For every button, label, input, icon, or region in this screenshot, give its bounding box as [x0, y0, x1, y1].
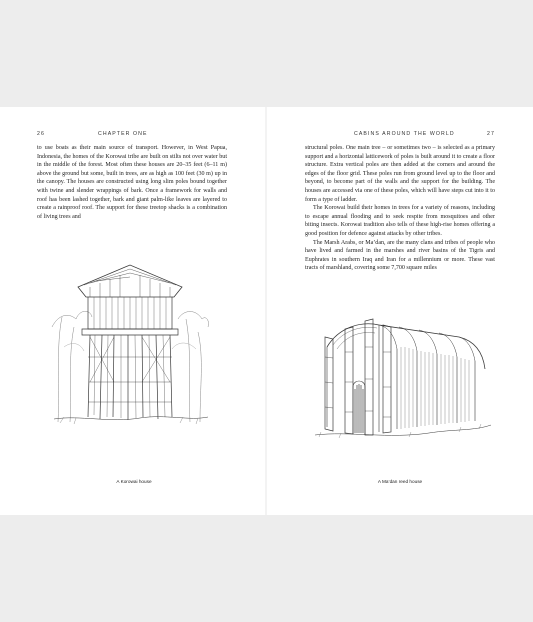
- right-paragraph-3: The Marsh Arabs, or Ma’dan, are the many clans and tribes of people who have lived and farmed in the marshes and river basins of the Tigris and Euphrates in southern Iraq and Iran for a millennium or more. These vast tracts of marshland, covering some 7,700 square miles: [305, 239, 495, 272]
- left-page-number: 26: [37, 131, 45, 137]
- right-page: [267, 107, 533, 515]
- left-body-text: [37, 144, 227, 221]
- left-paragraph-1: to use boats as their main source of transport. However, in West Papua, Indonesia, the homes of the Korowai tribe are built on stilts not over water but in the middle of the forest. Most often these houses are 20–35 feet (6–11 m) above the ground but some, built in trees, are as high as 100 feet (30 m) up in the canopy. The houses are constructed using long slim poles bound together with twine and slender wrappings of bark. Once a framework for walls and roof has been lashed together, bark and giant palm-like leaves are layered to create a rainproof roof. The support for these treetop shacks is a combination of living trees and: [37, 145, 227, 220]
- right-paragraph-1: structural poles. One main tree – or sometimes two – is selected as a primary support and a horizontal latticework of poles is built around it to create a floor structure. Extra vertical poles are then added at the corners and around the edges of the floor grid. These poles run from ground level up to the floor and beyond, to become part of the walls and the support for the building. The houses are accessed via one of these poles, which will have steps cut into it to form a type of ladder.: [305, 145, 495, 203]
- right-body-text: [305, 144, 495, 273]
- madan-reed-house-illustration: [309, 307, 494, 442]
- right-page-number: 27: [487, 131, 495, 137]
- book-spread: [0, 107, 533, 515]
- right-running-head: CABINS AROUND THE WORLD: [354, 131, 455, 137]
- korowai-house-illustration: [50, 257, 210, 427]
- right-paragraph-2: The Korowai build their homes in trees for a variety of reasons, including to escape annual flooding and to seek respite from mosquitoes and other biting insects. Korowai tradition also tells of these high-rise homes offering a good position for defence against attacks by other tribes.: [305, 205, 495, 237]
- left-running-head: CHAPTER ONE: [98, 131, 148, 137]
- left-page: [0, 107, 266, 515]
- right-caption: A Ma’dan reed house: [377, 479, 423, 484]
- left-caption: A Korowai house: [116, 479, 152, 484]
